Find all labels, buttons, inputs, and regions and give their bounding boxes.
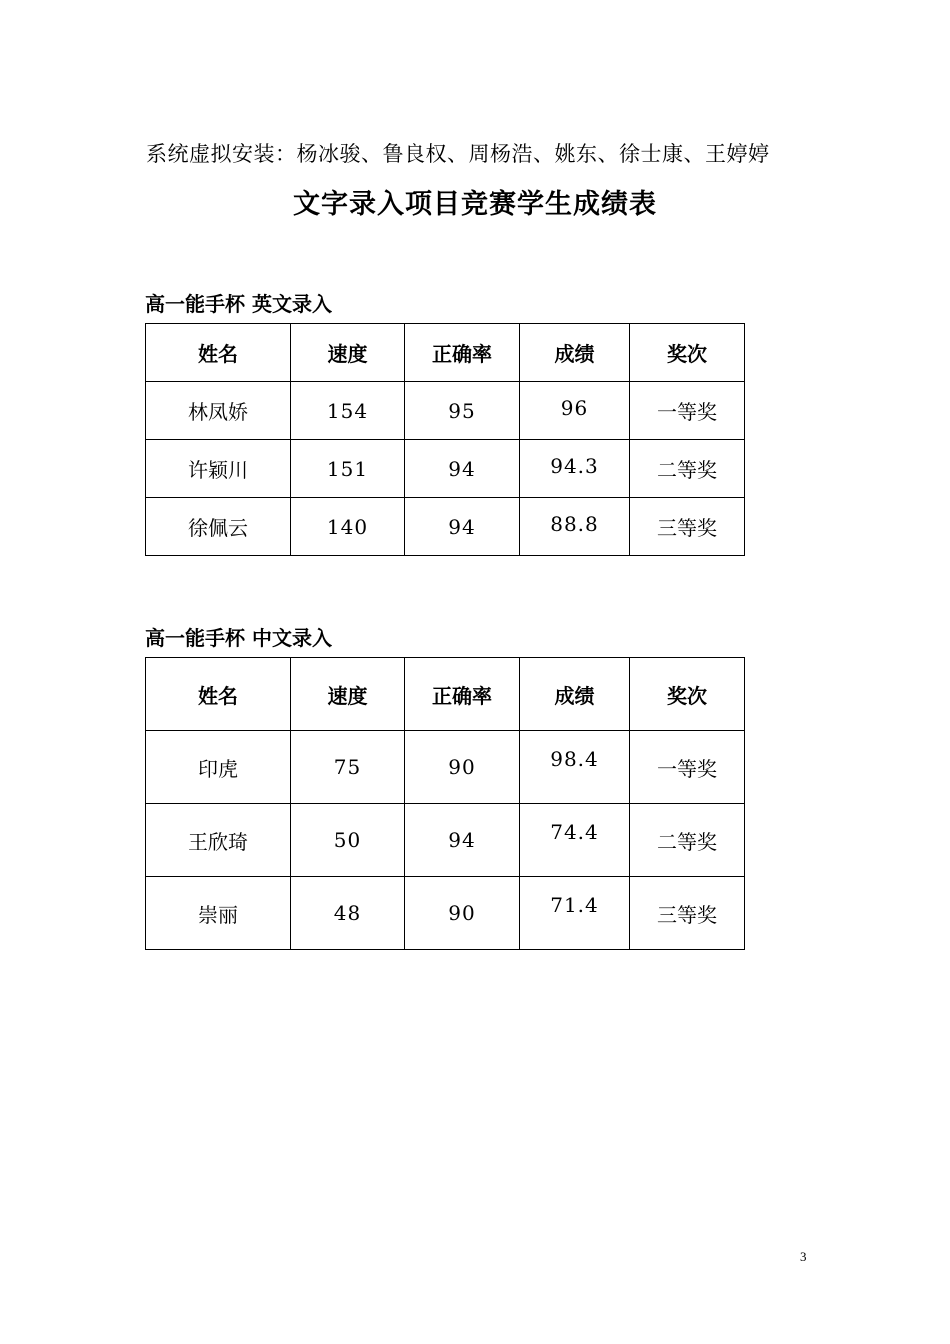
cell-speed: 140 [291,498,405,556]
table-row [146,804,745,877]
cell-award: 三等奖 [630,877,745,950]
cell-award: 二等奖 [630,804,745,877]
cell-score: 98.4 [520,731,630,804]
table-row [146,731,745,804]
table-row [146,498,745,556]
header-score: 成绩 [520,324,630,382]
cell-award: 三等奖 [630,498,745,556]
cell-award: 二等奖 [630,440,745,498]
cell-name: 徐佩云 [146,498,291,556]
cell-score: 96 [520,382,630,440]
cell-name: 崇丽 [146,877,291,950]
english-typing-table [145,323,745,556]
header-accuracy: 正确率 [405,324,520,382]
header-name: 姓名 [146,324,291,382]
cell-name: 印虎 [146,731,291,804]
header-speed: 速度 [291,658,405,731]
cell-speed: 48 [291,877,405,950]
cell-speed: 50 [291,804,405,877]
header-award: 奖次 [630,324,745,382]
page-number: 3 [800,1249,807,1264]
table-row [146,877,745,950]
chinese-typing-table [145,657,745,950]
cell-speed: 154 [291,382,405,440]
header-score: 成绩 [520,658,630,731]
cell-name: 许颖川 [146,440,291,498]
table-header-row [146,324,745,382]
cell-score: 74.4 [520,804,630,877]
cell-accuracy: 94 [405,498,520,556]
cell-speed: 151 [291,440,405,498]
table-row [146,440,745,498]
cell-accuracy: 90 [405,877,520,950]
cell-award: 一等奖 [630,382,745,440]
cell-score: 71.4 [520,877,630,950]
header-accuracy: 正确率 [405,658,520,731]
section-label-chinese: 高一能手杯 中文录入 [145,626,332,650]
cell-accuracy: 90 [405,731,520,804]
cell-accuracy: 95 [405,382,520,440]
header-award: 奖次 [630,658,745,731]
cell-accuracy: 94 [405,440,520,498]
table-header-row [146,658,745,731]
table-row [146,382,745,440]
cell-name: 王欣琦 [146,804,291,877]
cell-speed: 75 [291,731,405,804]
cell-name: 林凤娇 [146,382,291,440]
section-label-english: 高一能手杯 英文录入 [145,292,332,316]
cell-score: 94.3 [520,440,630,498]
cell-score: 88.8 [520,498,630,556]
install-team-line: 系统虚拟安装：杨冰骏、鲁良权、周杨浩、姚东、徐士康、王婷婷 [146,142,770,166]
document-title: 文字录入项目竞赛学生成绩表 [293,189,657,220]
cell-accuracy: 94 [405,804,520,877]
header-name: 姓名 [146,658,291,731]
header-speed: 速度 [291,324,405,382]
cell-award: 一等奖 [630,731,745,804]
